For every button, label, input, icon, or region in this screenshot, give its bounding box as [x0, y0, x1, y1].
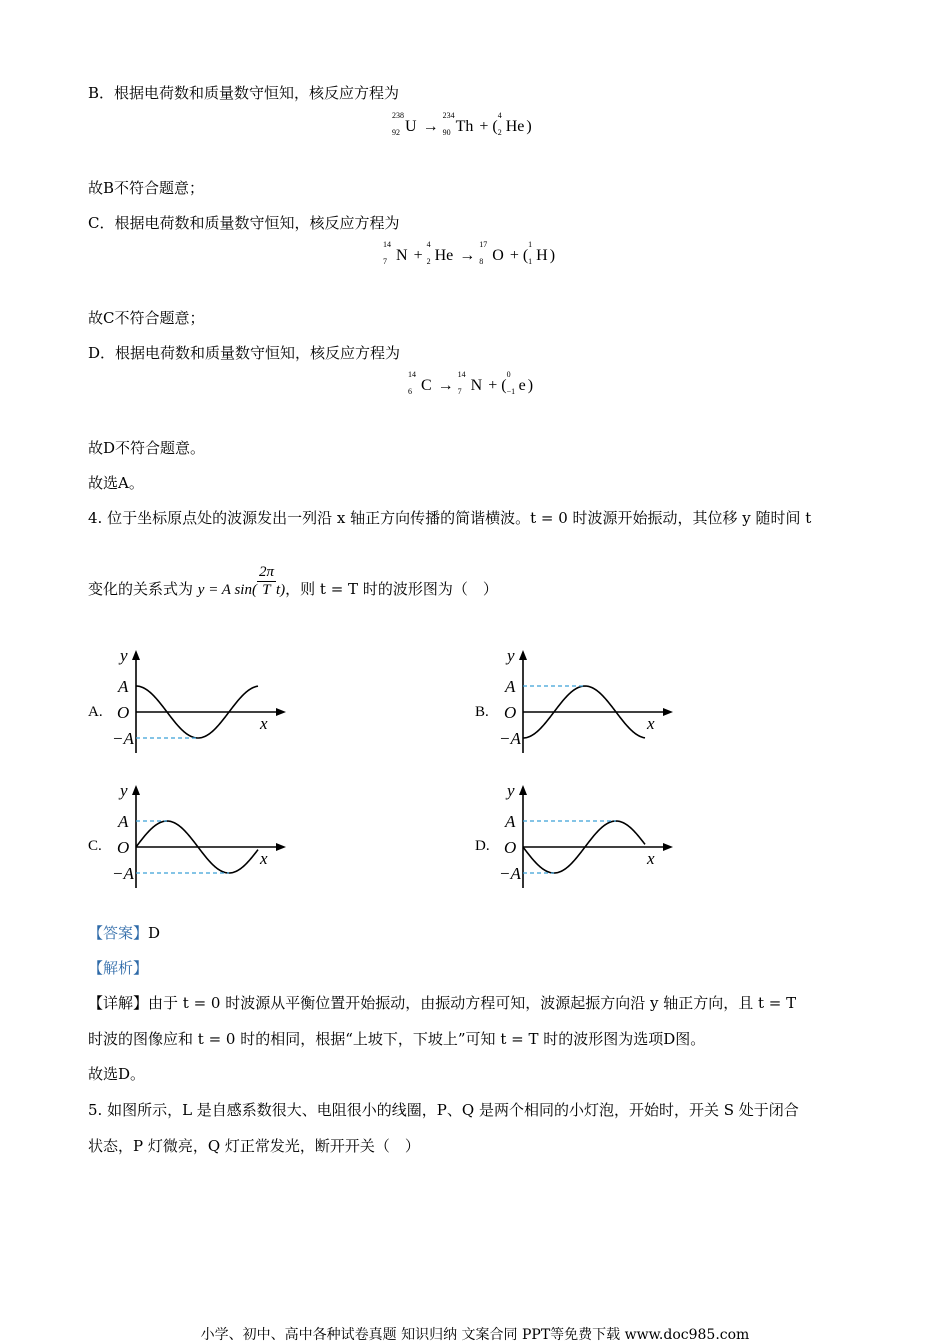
equation-b: 238 92 U → 234 90 Th + ( 4 2 He )	[392, 111, 532, 137]
x-axis-label: x	[260, 714, 268, 733]
y-axis-arrow	[132, 785, 140, 795]
origin-label: O	[504, 703, 517, 722]
detail-line2: 时波的图像应和 t = 0 时的相同，根据“上坡下，下坡上”可知 t = T 时的波形图为选项D图。	[88, 1030, 706, 1048]
y-axis-label: y	[507, 646, 515, 665]
neg-a-label: −A	[112, 864, 134, 883]
option-d-label: D.	[475, 838, 490, 854]
detail-line1: 【详解】由于 t = 0 时波源从平衡位置开始振动，由振动方程可知，波源起振方向沿 y 轴正方向，且 t = T	[88, 994, 797, 1012]
option-d-explanation: D．根据电荷数和质量数守恒知，核反应方程为	[88, 344, 401, 362]
helium-nuclide: 4 2 He	[497, 111, 525, 137]
option-b-explanation: B．根据电荷数和质量数守恒知，核反应方程为	[88, 84, 400, 102]
option-a-label: A.	[88, 704, 103, 720]
answer	[88, 922, 160, 943]
option-c-explanation: C．根据电荷数和质量数守恒知，核反应方程为	[88, 214, 400, 232]
nitrogen-nuclide: 14 7 N	[457, 370, 483, 396]
y-axis-arrow	[519, 650, 527, 660]
analysis-tag: 【解析】	[88, 959, 149, 977]
neg-a-label: −A	[112, 729, 134, 748]
formula-fraction: $\frac{2\pi}{T}$	[258, 563, 274, 598]
a-label: A	[505, 812, 516, 831]
option-c-label: C.	[88, 838, 102, 854]
option-b-conclusion: 故B不符合题意；	[88, 179, 205, 197]
option-c-conclusion: 故C不符合题意；	[88, 309, 205, 327]
oxygen-nuclide: 17 8 O	[479, 240, 504, 266]
question-5-line2: 状态，P 灯微亮，Q 灯正常发光，断开开关（ ）	[88, 1137, 420, 1155]
neg-a-label: −A	[499, 729, 521, 748]
choose-a: 故选A。	[88, 474, 144, 492]
a-label: A	[505, 677, 516, 696]
y-axis-label: y	[120, 646, 128, 665]
detail-tag: 【详解】	[88, 994, 149, 1012]
origin-label: O	[117, 703, 130, 722]
option-d-conclusion: 故D不符合题意。	[88, 439, 206, 457]
question-5-line1: 5. 如图所示，L 是自感系数很大、电阻很小的线圈，P、Q 是两个相同的小灯泡，开始时，开关 S 处于闭合	[88, 1101, 799, 1119]
option-c-graph	[110, 780, 290, 895]
x-axis-label: x	[260, 849, 268, 868]
option-b-graph	[497, 645, 677, 760]
y-axis-label: y	[120, 781, 128, 800]
equation-c: 14 7 N + 4 2 He → 17 8 O + ( 1 1 H )	[383, 240, 556, 266]
origin-label: O	[117, 838, 130, 857]
x-axis-label: x	[647, 849, 655, 868]
a-label: A	[118, 677, 129, 696]
x-axis-label: x	[647, 714, 655, 733]
electron: 0 −1 e	[506, 370, 526, 396]
option-d-graph	[497, 780, 677, 895]
thorium-nuclide: 234 90 Th	[442, 111, 474, 137]
question-4-line1: 4. 位于坐标原点处的波源发出一列沿 x 轴正方向传播的简谐横波。t = 0 时波源开始振动，其位移 y 随时间 t	[88, 509, 812, 527]
nitrogen-nuclide: 14 7 N	[383, 240, 408, 266]
y-axis-arrow	[132, 650, 140, 660]
formula-rhs: t)	[275, 582, 286, 598]
y-axis-arrow	[519, 785, 527, 795]
option-a-graph	[110, 645, 290, 760]
answer-value: D	[148, 924, 161, 942]
carbon-nuclide: 14 6 C	[408, 370, 432, 396]
hydrogen-nuclide: 1 1 H	[528, 240, 548, 266]
option-b-label: B.	[475, 704, 489, 720]
origin-label: O	[504, 838, 517, 857]
helium-nuclide: 4 2 He	[426, 240, 454, 266]
x-axis-arrow	[276, 843, 286, 851]
equation-d: 14 6 C → 14 7 N + ( 0 −1 e )	[408, 370, 534, 396]
choose-d: 故选D。	[88, 1065, 146, 1083]
uranium-nuclide: 238 92 U	[392, 111, 417, 137]
neg-a-label: −A	[499, 864, 521, 883]
x-axis-arrow	[663, 843, 673, 851]
a-label: A	[118, 812, 129, 831]
x-axis-arrow	[276, 708, 286, 716]
page-footer: 小学、初中、高中各种试卷真题 知识归纳 文案合同 PPT等免费下载 www.doc985.com	[200, 1327, 750, 1343]
x-axis-arrow	[663, 708, 673, 716]
question-4-line2: 变化的关系式为 y = A sin( $\frac{2\pi}{T}$ t)，则 t = T 时的波形图为（ ）	[88, 563, 498, 598]
formula-lhs: y = A sin(	[197, 582, 257, 598]
y-axis-label: y	[507, 781, 515, 800]
answer-tag: 【答案】	[88, 924, 149, 942]
